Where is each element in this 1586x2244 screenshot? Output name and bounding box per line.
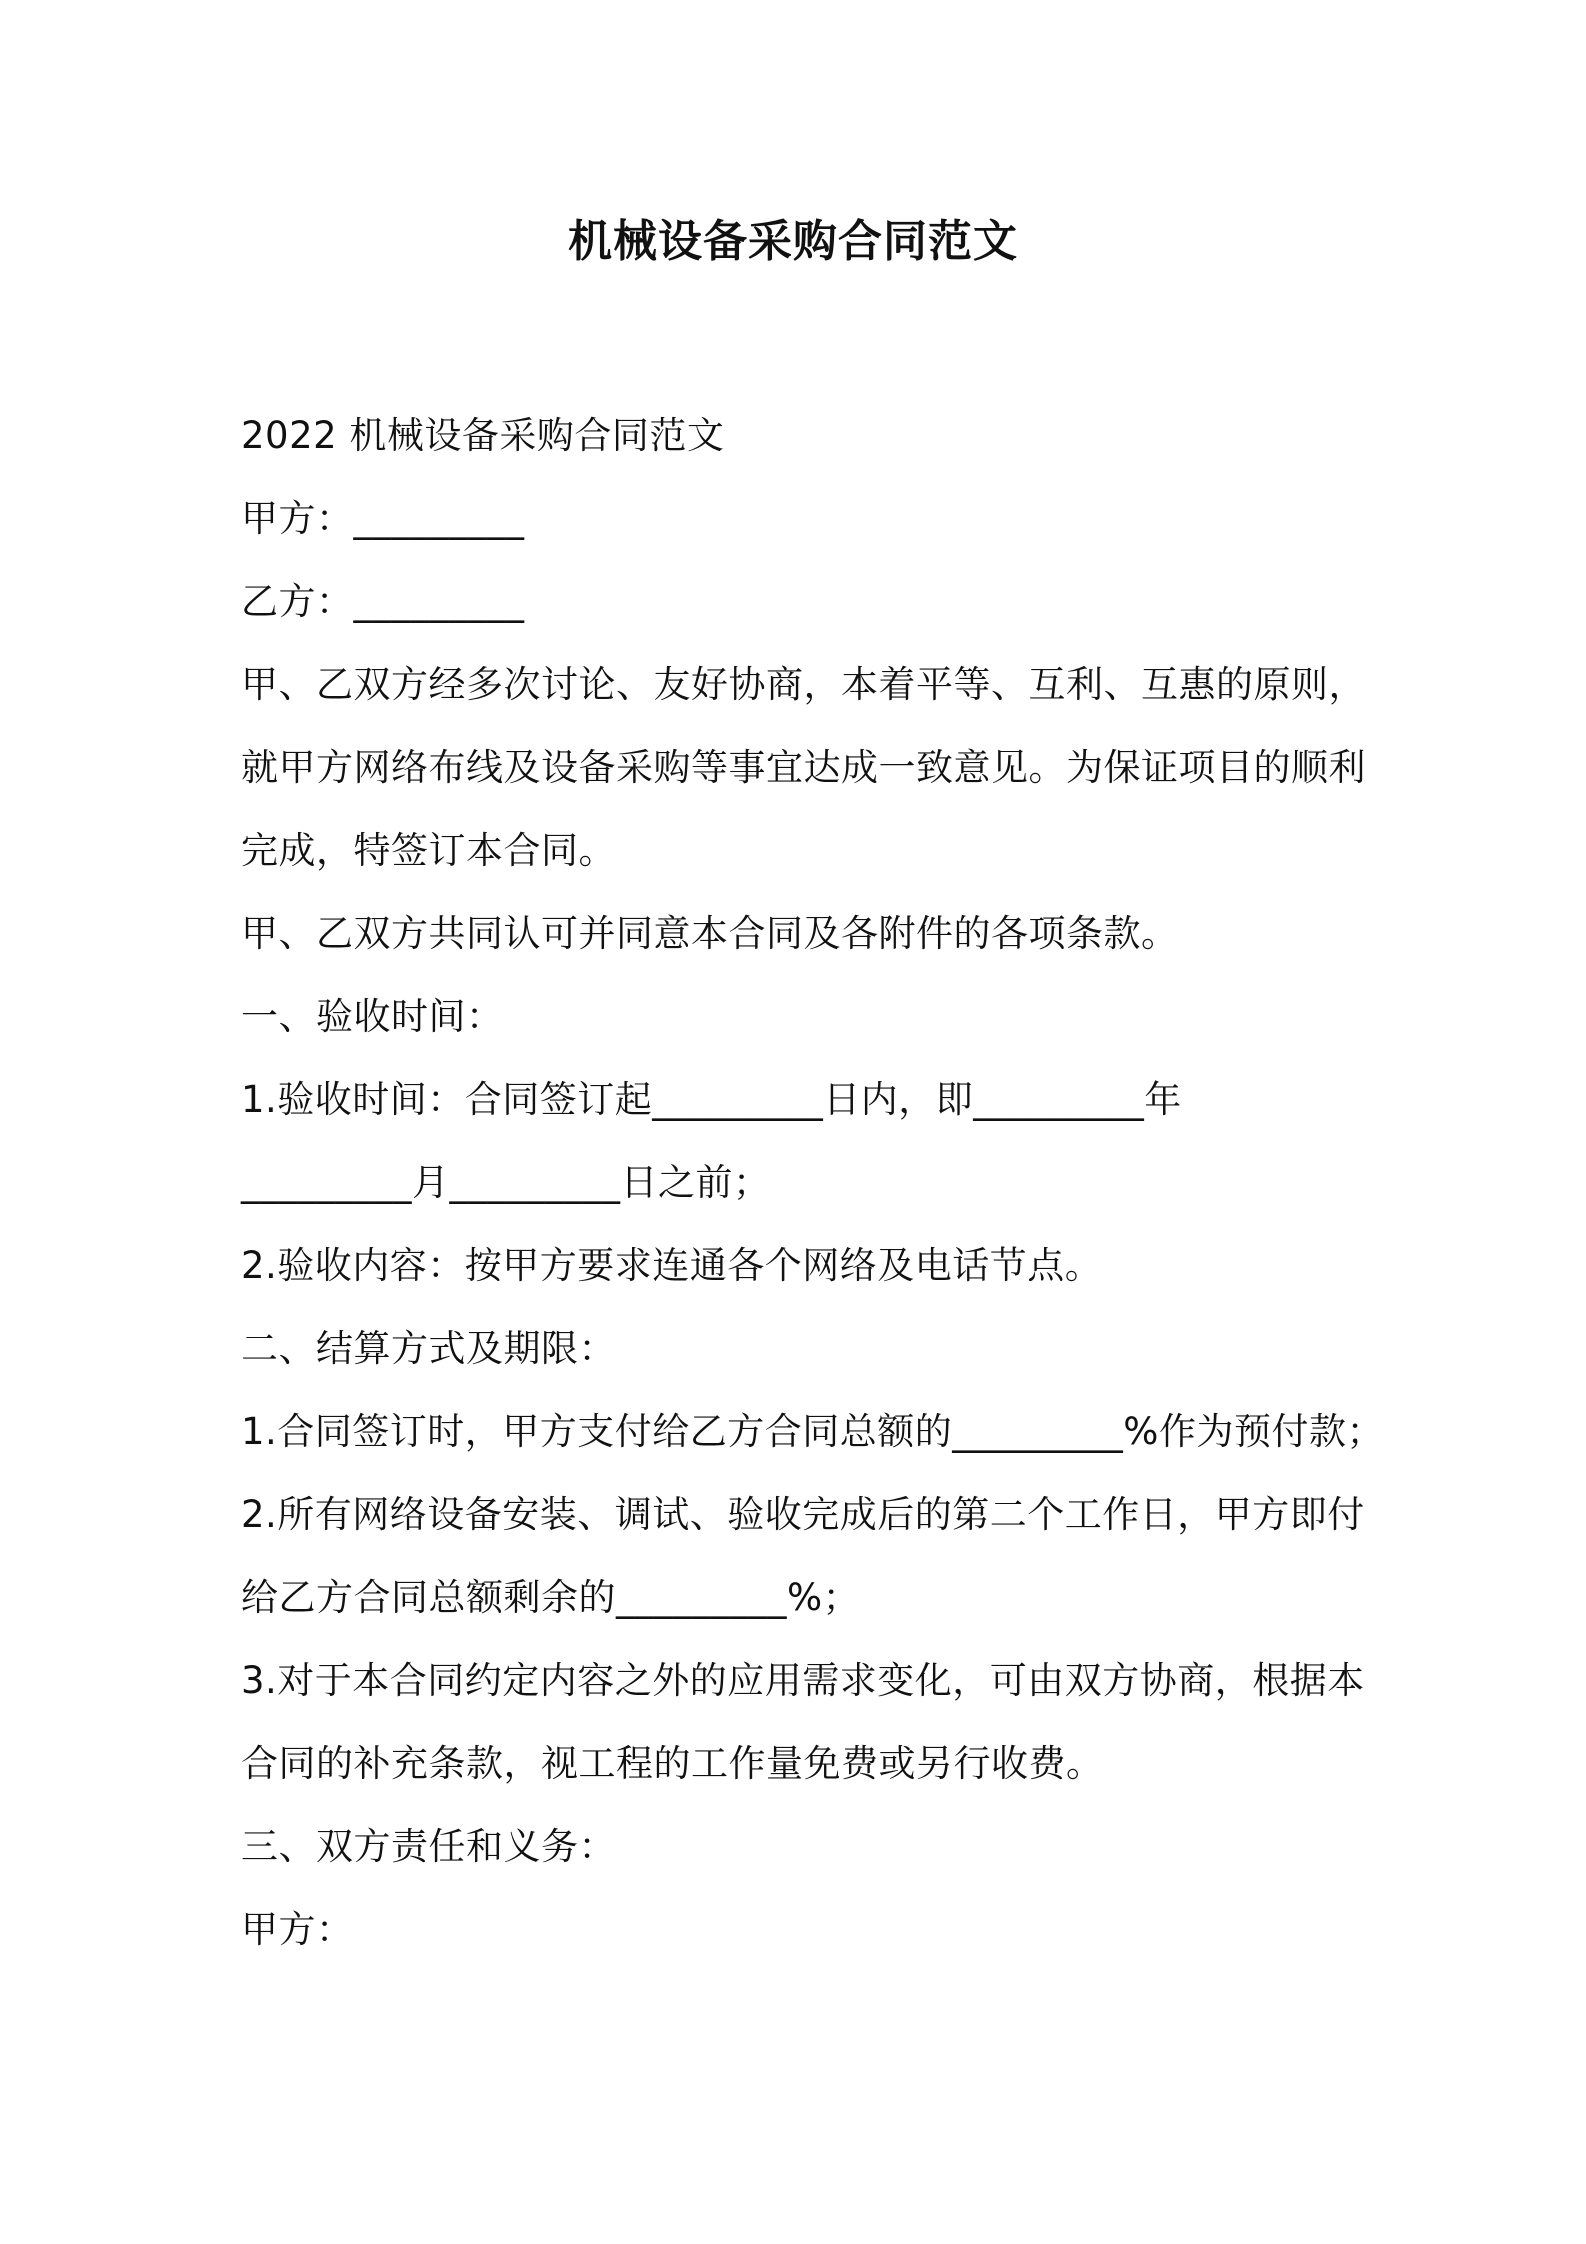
clause-line: _________月_________日之前； <box>241 1161 771 1204</box>
clause-line: 2.所有网络设备安装、调试、验收完成后的第二个工作日，甲方即付 <box>241 1493 1365 1536</box>
clause-line: 2.验收内容：按甲方要求连通各个网络及电话节点。 <box>241 1244 1103 1287</box>
paragraph-line: 就甲方网络布线及设备采购等事宜达成一致意见。为保证项目的顺利 <box>241 746 1366 789</box>
clause-line: 1.验收时间：合同签订起_________日内，即_________年 <box>241 1078 1182 1121</box>
section-heading: 二、结算方式及期限： <box>241 1327 616 1370</box>
section-heading: 一、验收时间： <box>241 995 504 1038</box>
clause-line: 给乙方合同总额剩余的_________%； <box>241 1576 861 1619</box>
clause-line: 1.合同签订时，甲方支付给乙方合同总额的_________%作为预付款； <box>241 1410 1384 1453</box>
section-heading: 三、双方责任和义务： <box>241 1825 616 1868</box>
document-title: 机械设备采购合同范文 <box>568 216 1018 267</box>
paragraph-line: 完成，特签订本合同。 <box>241 829 616 872</box>
party-a-line: 甲方：_________ <box>241 497 525 540</box>
paragraph-line: 甲、乙双方经多次讨论、友好协商，本着平等、互利、互惠的原则， <box>241 663 1366 706</box>
party-a-responsibility-heading: 甲方： <box>241 1908 354 1951</box>
subtitle-line: 2022 机械设备采购合同范文 <box>241 414 725 457</box>
party-b-line: 乙方：_________ <box>241 580 525 623</box>
clause-line: 3.对于本合同约定内容之外的应用需求变化，可由双方协商，根据本 <box>241 1659 1365 1702</box>
paragraph-line: 甲、乙双方共同认可并同意本合同及各附件的各项条款。 <box>241 912 1179 955</box>
clause-line: 合同的补充条款，视工程的工作量免费或另行收费。 <box>241 1742 1104 1785</box>
